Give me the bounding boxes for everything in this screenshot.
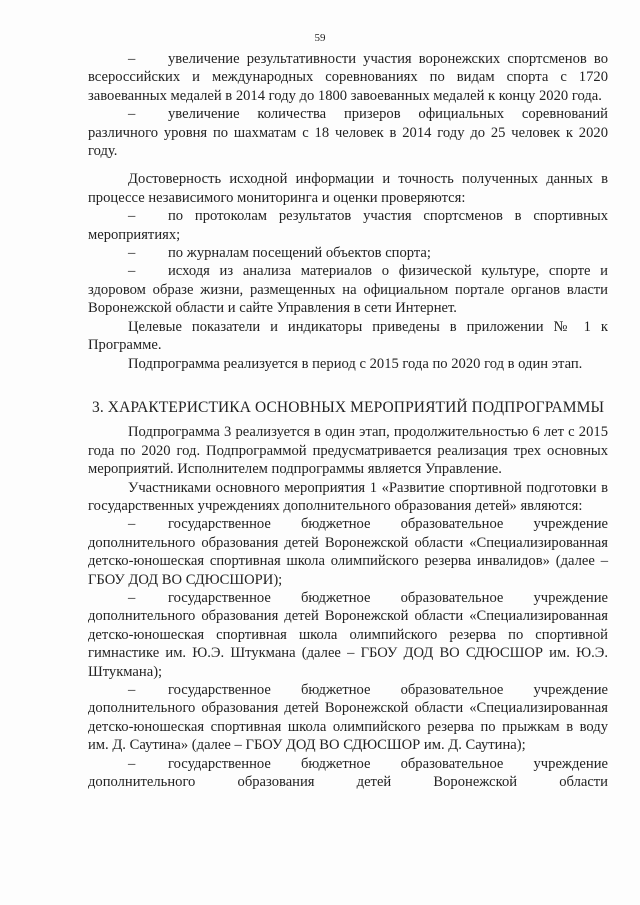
paragraph: Достоверность исходной информации и точность полученных данных в процессе независимого мониторинга и оценки проверяются: [88,171,608,206]
paragraph-text: увеличение количества призеров официальных соревнований различного уровня по шахматам с 18 человек в 2014 году до 25 человек к 2020 году. [88,106,608,160]
bullet-paragraph [88,105,608,160]
paragraph-text: по журналам посещений объектов спорта; [168,245,431,262]
bullet-paragraph [88,244,608,262]
dash-marker: – [128,516,136,533]
paragraph: Подпрограмма реализуется в период с 2015 года по 2020 год в один этап. [128,355,583,372]
page-number: 59 [314,32,326,44]
dash-marker: – [128,245,136,262]
bullet-paragraph [88,681,608,755]
dash-marker: – [128,51,136,67]
paragraph-text: государственное бюджетное образовательное учреждение дополнительного образования детей Воронежской области [88,755,608,791]
bullet-paragraph [88,755,608,792]
bullet-paragraph [88,589,608,681]
bullet-paragraph [88,262,608,317]
paragraph: Участниками основного мероприятия 1 «Развитие спортивной подготовки в государственных учреждениях дополнительного образования детей» являются: [88,479,608,514]
dash-marker: – [128,682,136,698]
dash-marker: – [128,208,136,225]
dash-marker: – [128,263,136,280]
paragraph-text: по протоколам результатов участия спортсменов в спортивных мероприятиях; [88,208,608,243]
paragraph-text: государственное бюджетное образовательное учреждение дополнительного образования детей Воронежской области «Специализированная детско-юношеская спортивная школа олимпийского резерва по спортивной гимнастике им. Ю.Э. Штукмана (далее – ГБОУ ДОД ВО СДЮСШОР им. Ю.Э. Штукмана); [88,589,608,680]
dash-marker: – [128,755,136,772]
paragraph: Подпрограмма 3 реализуется в один этап, продолжительностью 6 лет с 2015 года по 2020 год. Подпрограммой предусматривается реализация трех основных мероприятий. Исполнителем подпрограммы является Управление. [88,424,608,478]
paragraph-text: государственное бюджетное образовательное учреждение дополнительного образования детей Воронежской области «Специализированная детско-юношеская спортивная школа олимпийского резерва по прыжкам в воду им. Д. Саутина» (далее – ГБОУ ДОД ВО СДЮСШОР им. Д. Саутина); [88,682,608,754]
paragraph: Целевые показатели и индикаторы приведены в приложении № 1 к Программе. [88,318,608,354]
page-body [88,50,608,791]
paragraph-text: исходя из анализа материалов о физической культуре, спорте и здоровом образе жизни, размещенных на официальном портале органов власти Воронежской области и сайте Управления в сети Интернет. [88,263,608,317]
paragraph-text: увеличение результативности участия воронежских спортсменов во всероссийских и международных соревнованиях по видам спорта с 1720 завоеванных медалей в 2014 году до 1800 завоеванных медалей к концу 2020 года. [88,51,608,104]
dash-marker: – [128,589,136,606]
bullet-paragraph [88,50,608,105]
paragraph-text: государственное бюджетное образовательное учреждение дополнительного образования детей Воронежской области «Специализированная детско-юношеская спортивная школа олимпийского резерва инвалидов» (далее – ГБОУ ДОД ВО СДЮСШОРИ); [88,516,608,588]
dash-marker: – [128,106,136,123]
bullet-paragraph [88,515,608,589]
bullet-paragraph [88,207,608,244]
section-heading: 3. ХАРАКТЕРИСТИКА ОСНОВНЫХ МЕРОПРИЯТИЙ ПОДПРОГРАММЫ [92,398,605,416]
